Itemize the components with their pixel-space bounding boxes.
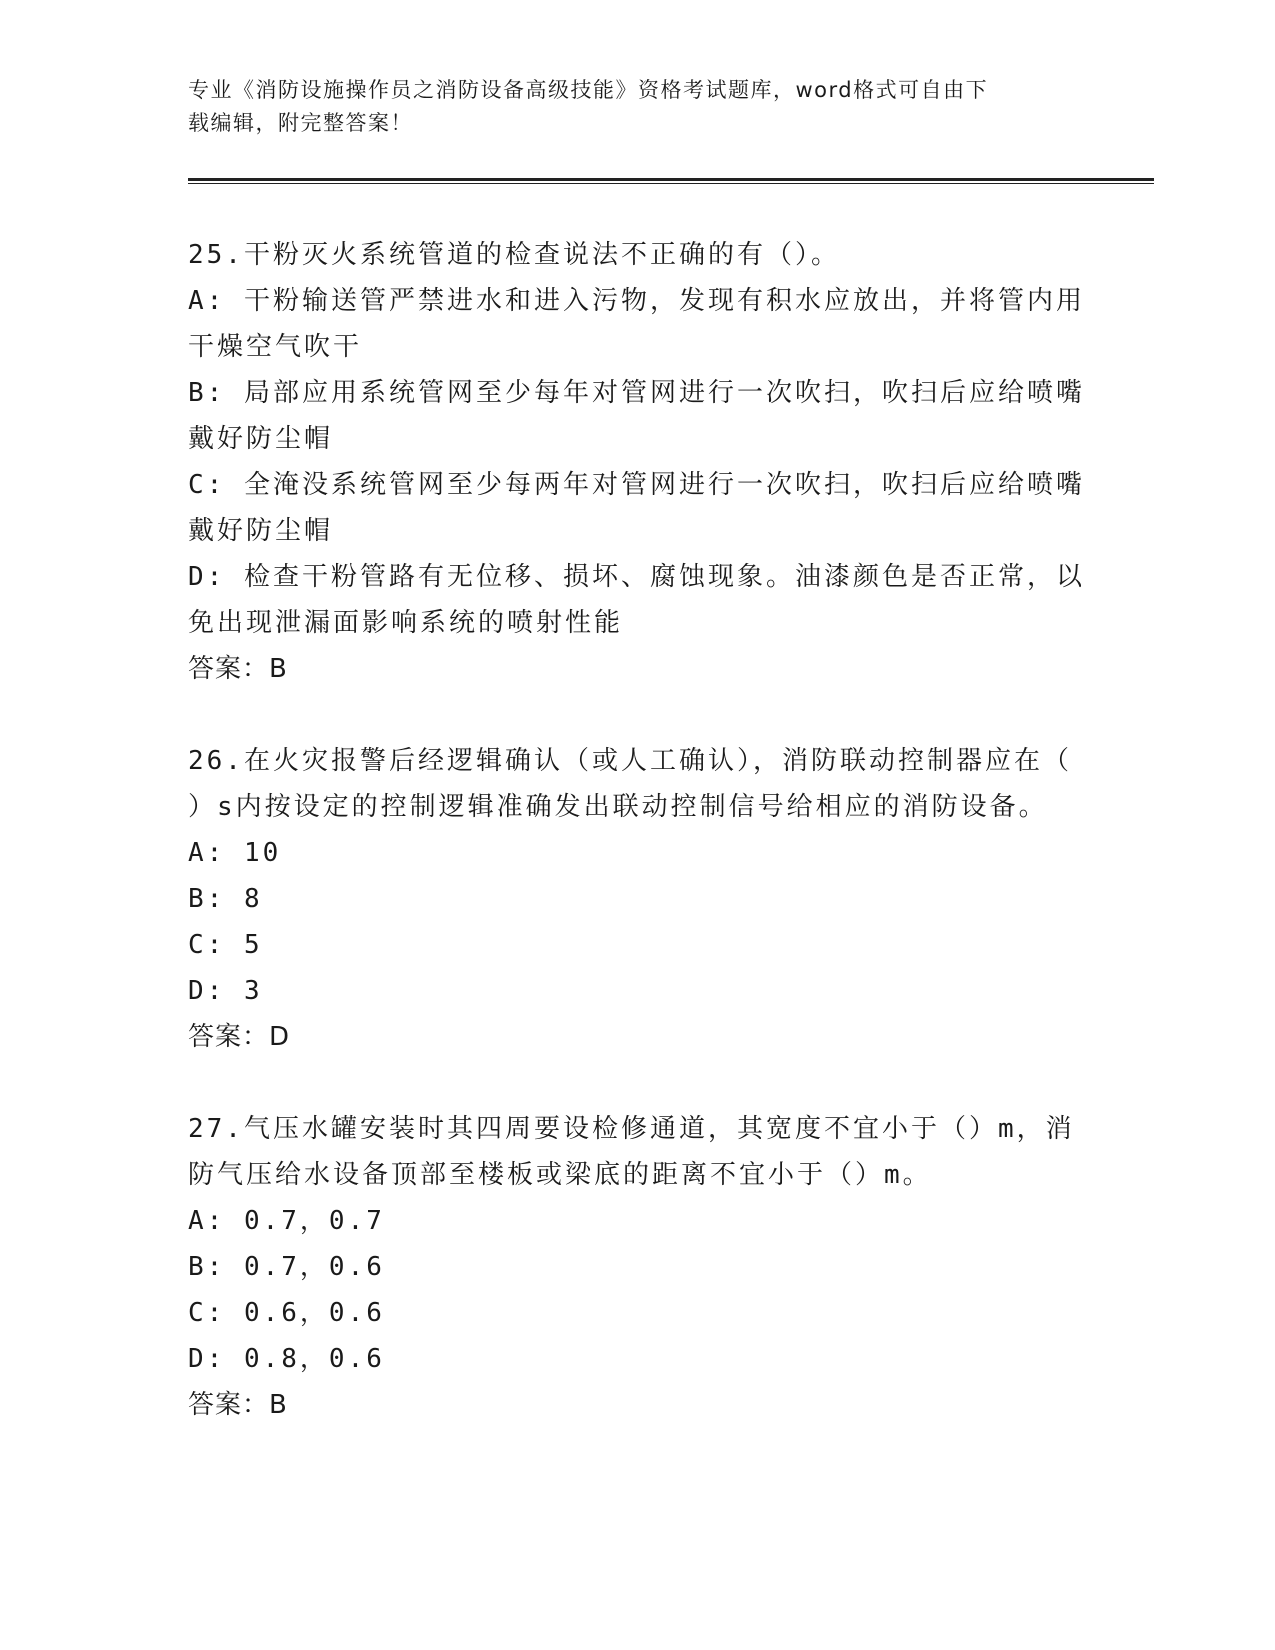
option-d-continued: 免出现泄漏面影响系统的喷射性能 [188,608,624,638]
option-b: B: 8 [188,884,263,914]
header-line-2: 载编辑，附完整答案！ [188,111,413,135]
answer-label: 答案：B [188,654,288,684]
answer-label: 答案：D [188,1022,291,1052]
option-d: D: 3 [188,976,263,1006]
option-c: C: 0.6，0.6 [188,1298,385,1328]
question-stem-continued: 防气压给水设备顶部至楼板或梁底的距离不宜小于（）m。 [188,1160,932,1190]
question-stem-continued: ）s内按设定的控制逻辑准确发出联动控制信号给相应的消防设备。 [188,792,1048,822]
header-divider-thin [188,183,1154,184]
option-d: D: 0.8，0.6 [188,1344,385,1374]
option-b: B: 0.7，0.6 [188,1252,385,1282]
option-c: C: 全淹没系统管网至少每两年对管网进行一次吹扫，吹扫后应给喷嘴 [188,470,1085,500]
answer-label: 答案：B [188,1390,288,1420]
question-list [188,232,1088,1474]
question-stem: 25.干粉灭火系统管道的检查说法不正确的有（）。 [188,240,840,270]
question-26 [188,738,1088,1060]
header-divider-thick [188,178,1154,181]
option-c: C: 5 [188,930,263,960]
question-25 [188,232,1088,692]
option-d: D: 检查干粉管路有无位移、损坏、腐蚀现象。油漆颜色是否正常，以 [188,562,1085,592]
question-27 [188,1106,1088,1428]
document-header [188,74,1068,140]
option-a: A: 0.7，0.7 [188,1206,385,1236]
option-a: A: 10 [188,838,282,868]
option-b: B: 局部应用系统管网至少每年对管网进行一次吹扫，吹扫后应给喷嘴 [188,378,1085,408]
option-a: A: 干粉输送管严禁进水和进入污物，发现有积水应放出，并将管内用 [188,286,1085,316]
option-b-continued: 戴好防尘帽 [188,424,334,454]
question-stem: 27.气压水罐安装时其四周要设检修通道，其宽度不宜小于（）m，消 [188,1114,1075,1144]
option-c-continued: 戴好防尘帽 [188,516,334,546]
option-a-continued: 干燥空气吹干 [188,332,363,362]
question-stem: 26.在火灾报警后经逻辑确认（或人工确认），消防联动控制器应在（ [188,746,1072,776]
header-line-1: 专业《消防设施操作员之消防设备高级技能》资格考试题库，word格式可自由下 [188,78,989,102]
